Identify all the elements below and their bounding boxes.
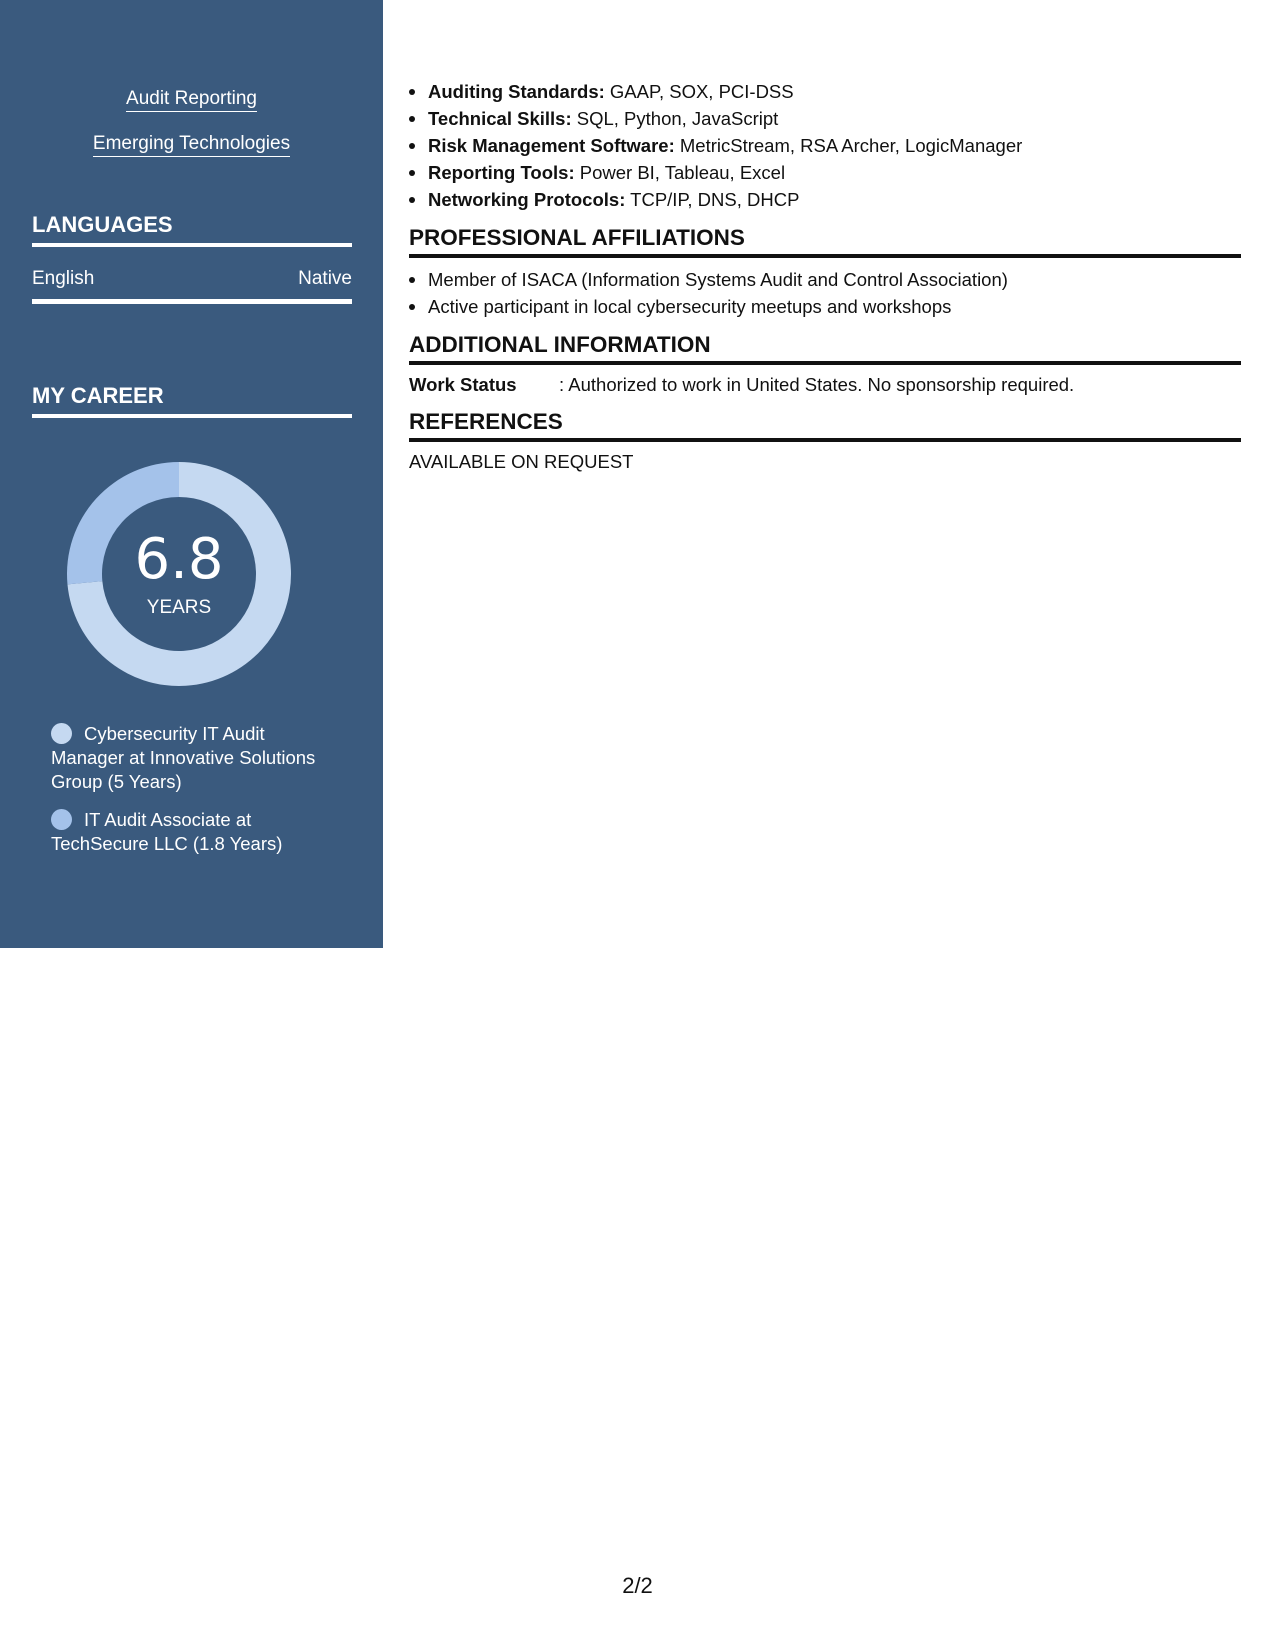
career-dot-icon: [51, 809, 72, 830]
affiliation-item: Active participant in local cybersecurity meetups and workshops: [409, 293, 1241, 320]
career-item-text: IT Audit Associate at TechSecure LLC (1.8 Years): [51, 809, 283, 854]
work-status-label: Work Status: [409, 374, 517, 395]
language-level: Native: [298, 268, 352, 289]
career-dot-icon: [51, 723, 72, 744]
references-text: AVAILABLE ON REQUEST: [409, 451, 634, 472]
affiliations-heading: PROFESSIONAL AFFILIATIONS: [409, 225, 1241, 258]
languages-heading: LANGUAGES: [32, 212, 352, 247]
work-status-value: : Authorized to work in United States. No sponsorship required.: [559, 374, 1075, 395]
career-heading: MY CAREER: [32, 383, 352, 418]
work-status-row: [409, 373, 1241, 397]
skill-link-emerging-technologies[interactable]: Emerging Technologies: [0, 133, 383, 155]
affiliations-list: [409, 266, 1241, 320]
affiliation-item: Member of ISACA (Information Systems Audit and Control Association): [409, 266, 1241, 293]
sidebar: [0, 0, 383, 948]
skill-link-audit-reporting[interactable]: Audit Reporting: [0, 88, 383, 110]
skill-item: Risk Management Software: MetricStream, RSA Archer, LogicManager: [409, 132, 1241, 159]
skills-list: [409, 78, 1241, 213]
skill-item: Reporting Tools: Power BI, Tableau, Excel: [409, 159, 1241, 186]
skill-item: Networking Protocols: TCP/IP, DNS, DHCP: [409, 186, 1241, 213]
skill-item: Technical Skills: SQL, Python, JavaScript: [409, 105, 1241, 132]
career-item: [51, 722, 341, 794]
skill-item: Auditing Standards: GAAP, SOX, PCI-DSS: [409, 78, 1241, 105]
career-total-value: 6.8: [134, 527, 224, 592]
references-heading: REFERENCES: [409, 409, 1241, 442]
language-row: [32, 268, 352, 304]
language-name: English: [32, 268, 95, 289]
career-item: [51, 808, 341, 856]
page-number: 2/2: [622, 1573, 653, 1598]
career-total-unit: YEARS: [146, 597, 212, 618]
main-content: [409, 78, 1241, 474]
additional-info-heading: ADDITIONAL INFORMATION: [409, 332, 1241, 365]
career-item-text: Cybersecurity IT Audit Manager at Innovative Solutions Group (5 Years): [51, 723, 316, 792]
